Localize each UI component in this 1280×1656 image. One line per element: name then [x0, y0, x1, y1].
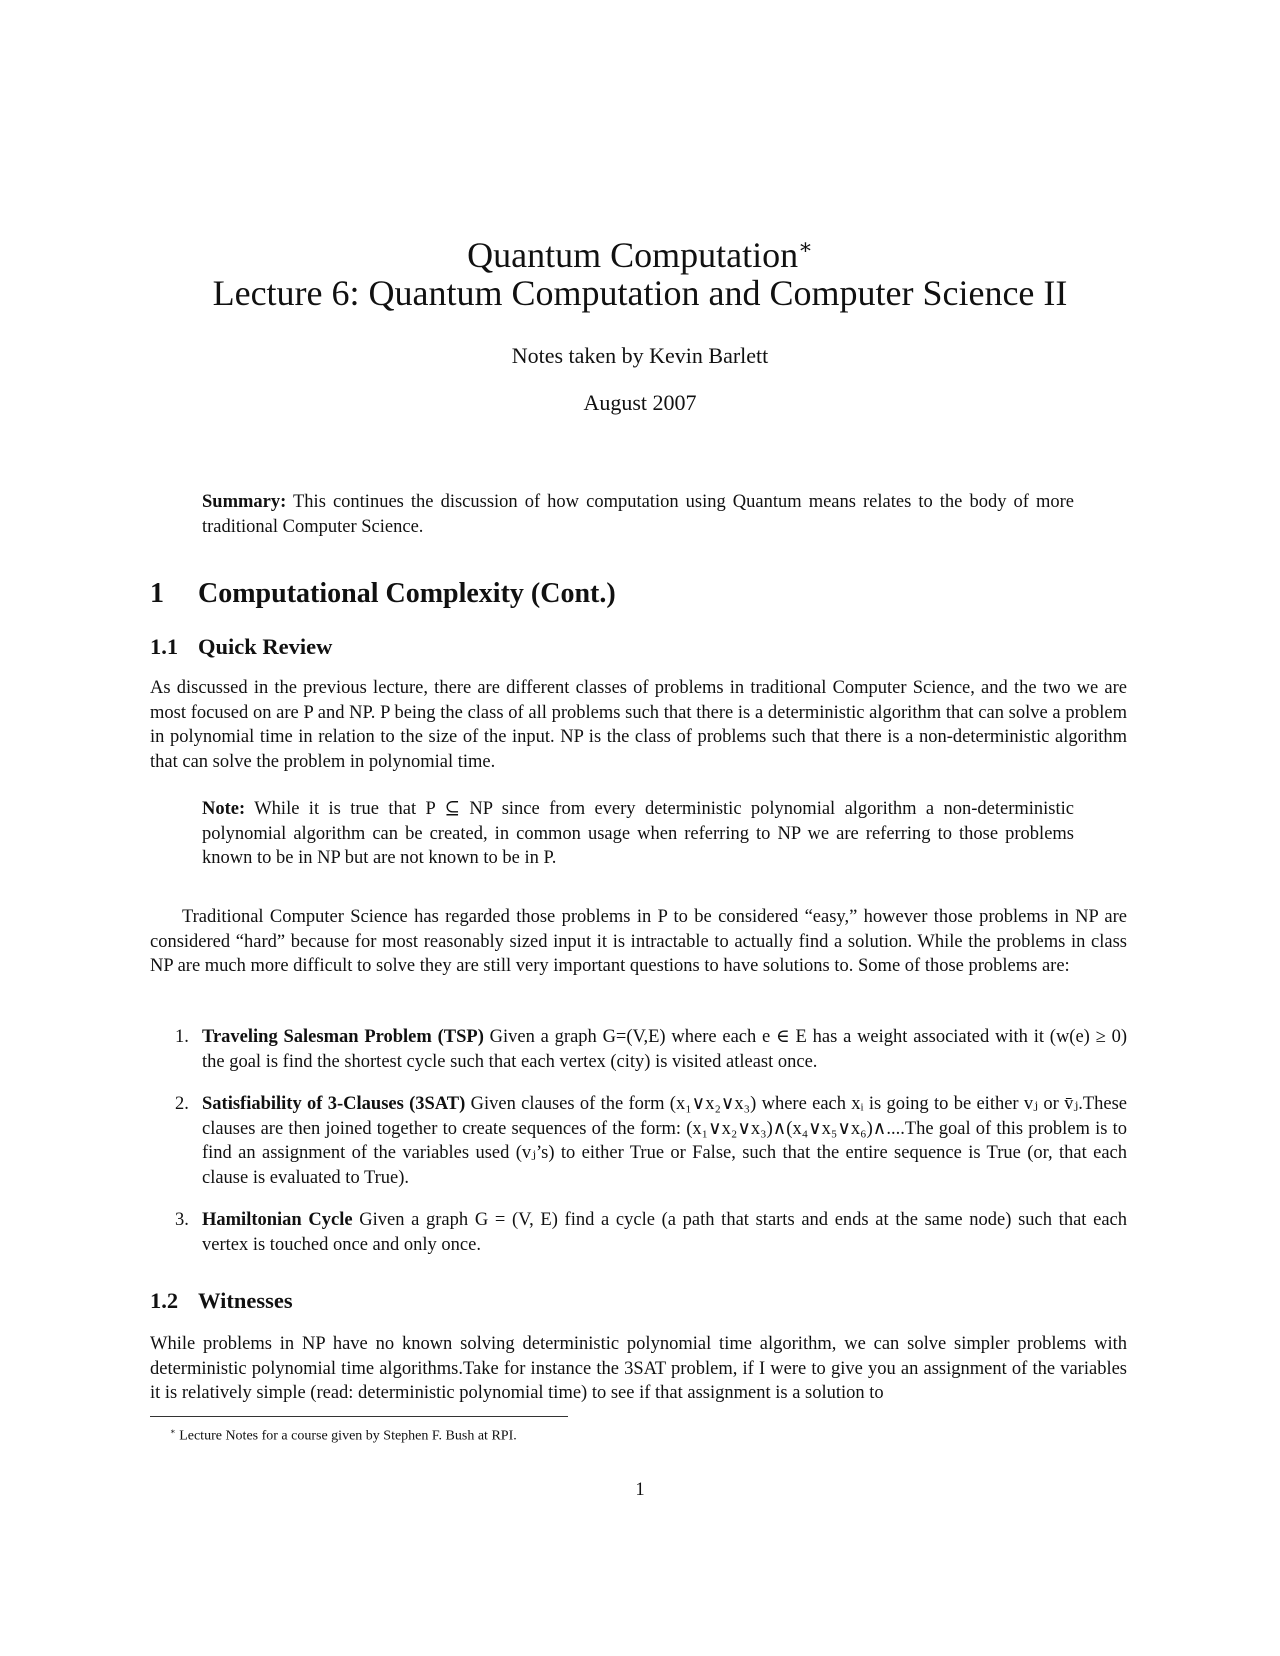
footnote-text: Lecture Notes for a course given by Stephen F. Bush at RPI.: [175, 1428, 517, 1444]
subsection-title: Witnesses: [198, 1288, 293, 1313]
list-text: Given a graph G = (V, E) find a cycle (a path that starts and ends at the same node) such that each vertex is touched once and only once.: [202, 1210, 1127, 1255]
subsection-number: 1.2: [150, 1288, 179, 1313]
list-number: 1.: [175, 1027, 189, 1047]
list-item: [175, 1025, 1127, 1074]
list-term: Traveling Salesman Problem (TSP): [202, 1027, 484, 1047]
list-term: Satisfiability of 3-Clauses (3SAT): [202, 1094, 466, 1114]
footnote-rule: [150, 1416, 568, 1417]
summary: [202, 490, 1074, 539]
list-item: [175, 1208, 1127, 1257]
list-item: [175, 1092, 1127, 1190]
summary-text: This continues the discussion of how computation using Quantum means relates to the body of more traditional Computer Science.: [202, 492, 1074, 537]
title-line-2: Lecture 6: Quantum Computation and Computer Science II: [212, 273, 1068, 313]
list-number: 2.: [175, 1094, 189, 1114]
footnote-mark: ∗: [798, 235, 813, 259]
subsection-number: 1.1: [150, 634, 179, 659]
page-number: 1: [635, 1480, 645, 1500]
paragraph: Traditional Computer Science has regarded those problems in P to be considered “easy,” however those problems in NP are considered “hard” because for most reasonably sized input it is intractable to actually find a solution. While the problems in class NP are much more difficult to solve they are still very important questions to have solutions to. Some of those problems are:: [150, 907, 1127, 977]
title-text: Quantum Computation: [467, 235, 799, 275]
list-text: Given a graph G=(V,E) where each e ∈ E has a weight associated with it (w(e) ≥ 0) the goal is find the shortest cycle such that each vertex (city) is visited atleast once.: [202, 1027, 1127, 1072]
date: August 2007: [583, 390, 697, 415]
list-text: Given clauses of the form (x₁∨x₂∨x₃) where each xᵢ is going to be either vⱼ or v̄ⱼ.These clauses are then joined together to create sequences of the form: (x₁∨x₂∨x₃)∧(x₄∨x₅∨x₆)∧....The goal of this problem is to find an assignment of the variables used (vⱼ’s) to either True or False, such that the entire sequence is True (or, that each clause is evaluated to True).: [202, 1094, 1127, 1188]
summary-label: Summary:: [202, 492, 287, 512]
list-number: 3.: [175, 1210, 189, 1230]
note: [202, 797, 1074, 871]
section-heading: [150, 578, 616, 610]
section-number: 1: [150, 578, 164, 609]
note-text: While it is true that P ⊆ NP since from every deterministic polynomial algorithm a non-deterministic polynomial algorithm can be created, in common usage when referring to NP we are referring to those problems known to be in NP but are not known to be in P.: [202, 799, 1074, 869]
note-label: Note:: [202, 799, 246, 819]
author: Notes taken by Kevin Barlett: [511, 343, 769, 368]
paragraph: As discussed in the previous lecture, there are different classes of problems in traditional Computer Science, and the two we are most focused on are P and NP. P being the class of all problems such that there is a deterministic algorithm that can solve a problem in polynomial time in relation to the size of the input. NP is the class of problems such that there is a non-deterministic algorithm that can solve the problem in polynomial time.: [150, 678, 1127, 772]
paragraph: While problems in NP have no known solving deterministic polynomial time algorithm, we can solve simpler problems with deterministic polynomial time algorithms.Take for instance the 3SAT problem, if I were to give you an assignment of the variables it is relatively simple (read: deterministic polynomial time) to see if that assignment is a solution to: [150, 1334, 1127, 1404]
section-title: Computational Complexity (Cont.): [198, 578, 616, 609]
footnote: [170, 1423, 517, 1446]
subsection-title: Quick Review: [198, 634, 333, 659]
footnote-mark: ∗: [170, 1427, 176, 1436]
subsection-heading: [150, 1288, 293, 1314]
subsection-heading: [150, 634, 332, 660]
list-term: Hamiltonian Cycle: [202, 1210, 353, 1230]
